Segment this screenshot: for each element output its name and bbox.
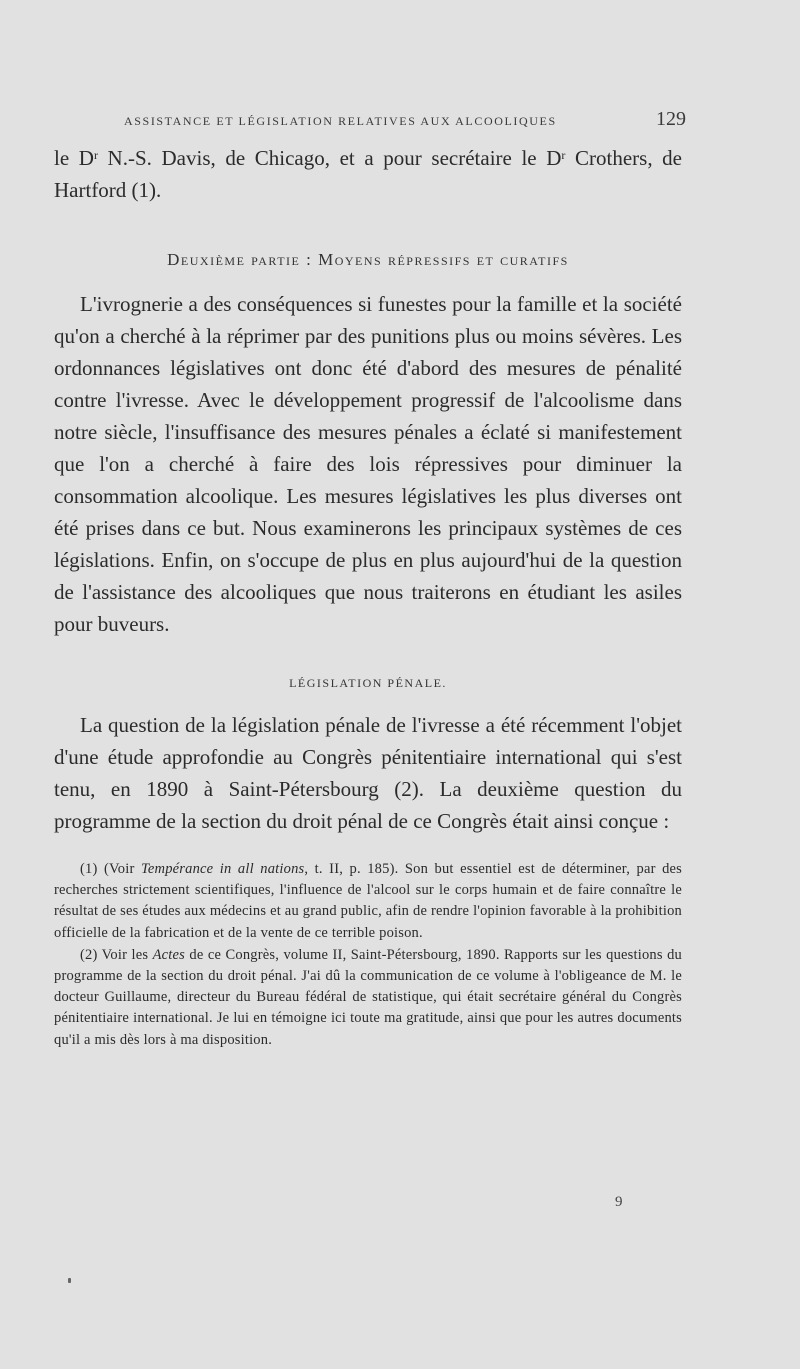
paragraph-legislation: La question de la législation pénale de l'ivresse a été récemment l'objet d'une étude approfondie au Congrès pénitentiaire international qui s'est tenu, en 1890 à Saint-Pétersbourg (2). La deuxième question du programme de la section du droit pénal de ce Congrès était ainsi conçue : bbox=[54, 713, 682, 833]
ink-speck bbox=[68, 1278, 71, 1283]
subsection-heading: LÉGISLATION PÉNALE. bbox=[289, 676, 447, 690]
running-title: ASSISTANCE ET LÉGISLATION RELATIVES AUX ALCOOLIQUES bbox=[124, 114, 557, 128]
book-page bbox=[54, 108, 686, 1051]
footnote-1: (1) (Voir Tempérance in all nations, t. II, p. 185). Son but essentiel est de déterminer, par des recherches strictement scientifiques, l'influence de l'alcool sur le corps humain et de faire connaître le résultat de ses études aux médecins et au grand public, afin de rendre l'opinion favorable à la prohibition officielle de la fabrication et de la vente de ce terrible poison. bbox=[54, 861, 682, 941]
intro-text: le $D^r$ N.-S. Davis, de Chicago, et a pour secrétaire le $D^r$ Crothers, de Hartford (1). bbox=[54, 146, 682, 202]
section-heading: Deuxième partie : Moyens répressifs et curatifs bbox=[167, 250, 569, 269]
signature-mark: 9 bbox=[615, 1194, 623, 1210]
paragraph-ivrognerie: L'ivrognerie a des conséquences si funestes pour la famille et la société qu'on a cherché à la réprimer par des punitions plus ou moins sévères. Les ordonnances législatives ont donc été d'abord des mesures de pénalité contre l'ivresse. Avec le développement progressif de l'alcoolisme dans notre siècle, l'insuffisance des mesures pénales a éclaté si manifestement que l'on a cherché à faire des lois répressives pour diminuer la consommation alcoolique. Les mesures législatives les plus diverses ont été prises dans ce but. Nous examinerons les principaux systèmes de ces législations. Enfin, on s'occupe de plus en plus aujourd'hui de la question de l'assistance des alcooliques que nous traiterons en étudiant les asiles pour buveurs. bbox=[54, 292, 682, 636]
footnote-2: (2) Voir les Actes de ce Congrès, volume II, Saint-Pétersbourg, 1890. Rapports sur les questions du programme de la section du droit pénal. J'ai dû la communication de ce volume à l'obligeance de M. le docteur Guillaume, directeur du Bureau fédéral de statistique, qui était secrétaire général du Congrès pénitentiaire international. Je lui en témoigne ici toute ma gratitude, ainsi que pour les autres documents qu'il a mis dès lors à ma disposition. bbox=[54, 946, 683, 1048]
page-number: 129 bbox=[656, 108, 686, 130]
footnotes bbox=[54, 859, 682, 1051]
running-header bbox=[54, 108, 686, 132]
